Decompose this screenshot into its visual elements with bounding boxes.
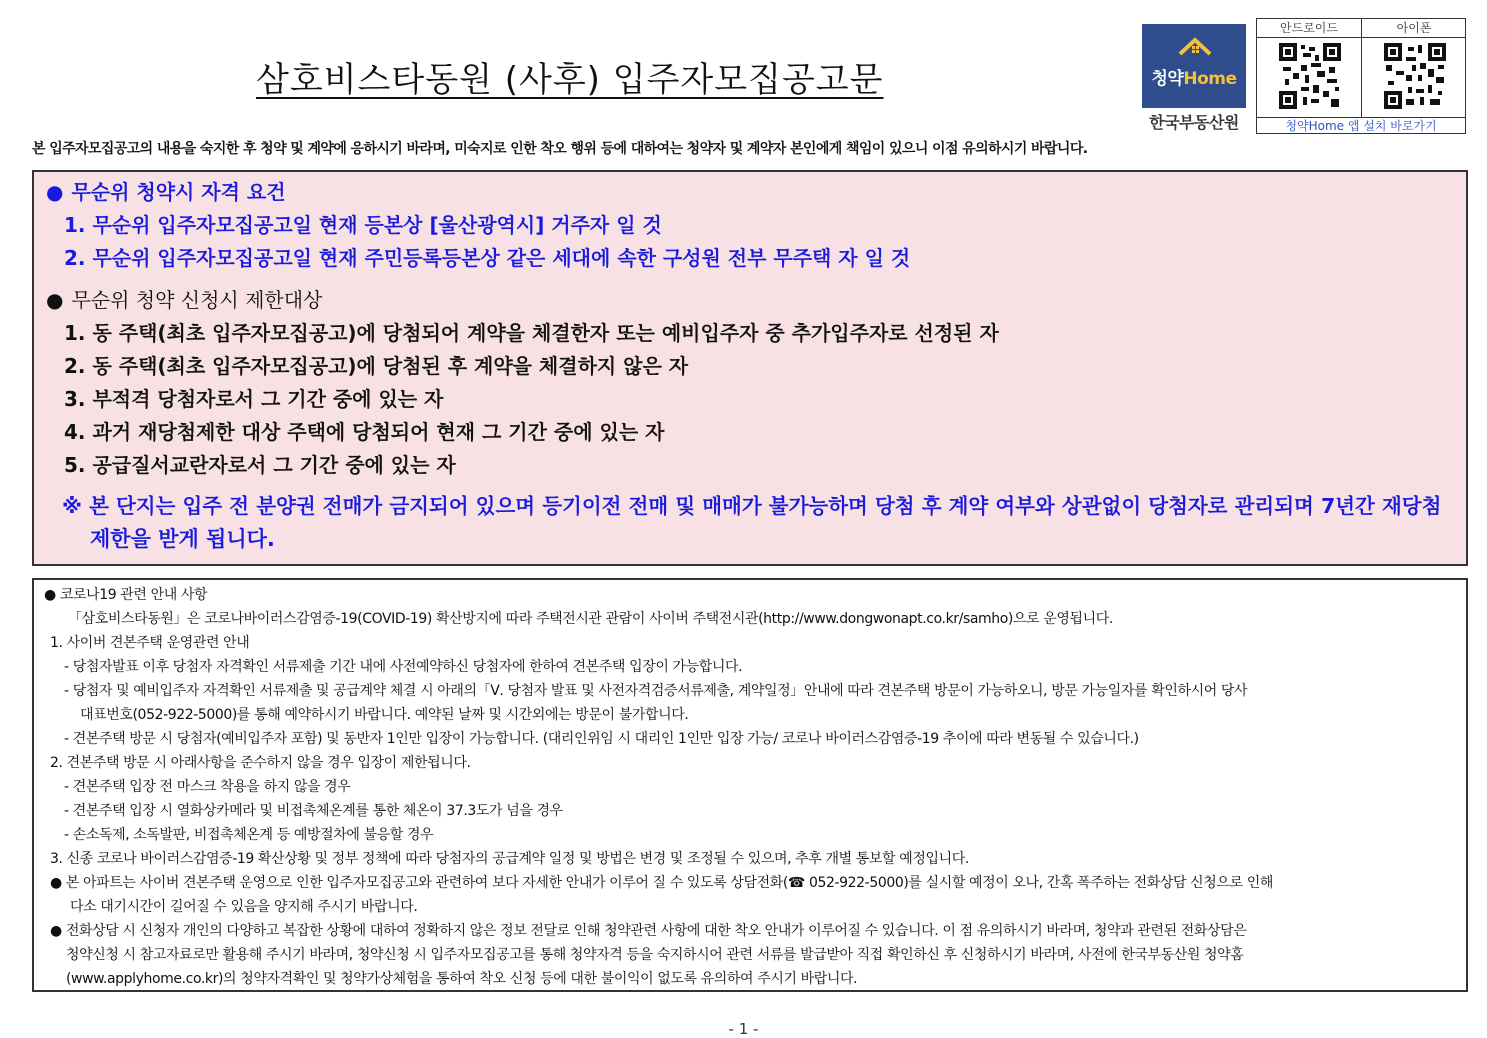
- covid-line: 2. 견본주택 방문 시 아래사항을 준수하지 않을 경우 입장이 제한됩니다.: [50, 755, 471, 771]
- qualification-heading: [46, 176, 286, 205]
- logo-prefix: 청약: [1151, 69, 1184, 89]
- covid-line: - 견본주택 입장 전 마스크 착용을 하지 않을 경우: [64, 779, 351, 795]
- covid-notice-box: [32, 578, 1468, 992]
- house-roof-icon: [1178, 34, 1212, 60]
- restriction-heading-text: 무순위 청약 신청시 제한대상: [71, 288, 323, 312]
- warning-line: 제한을 받게 됩니다.: [90, 527, 275, 551]
- covid-line: 다소 대기시간이 길어질 수 있음을 양지해 주시기 바랍니다.: [70, 899, 418, 915]
- logo-home: Home: [1183, 69, 1237, 89]
- qr-iphone-column: [1362, 19, 1466, 117]
- applyhome-logo: [1142, 24, 1246, 130]
- qr-iphone-label: 아이폰: [1362, 19, 1466, 38]
- qr-android-column: [1257, 19, 1362, 117]
- covid-line: ● 코로나19 관련 안내 사항: [44, 587, 208, 603]
- lottery-qualification-box: [32, 170, 1468, 566]
- covid-line: 청약신청 시 참고자료로만 활용해 주시기 바라며, 청약신청 시 입주자모집공고를 통해 청약자격 등을 숙지하시어 관련 서류를 발급받아 직접 확인하신 후 신청하시기 바라며, 사전에 한국부동산원 청약홈: [66, 947, 1244, 963]
- qr-code-table: [1256, 18, 1466, 134]
- restriction-item: 3. 부적격 당첨자로서 그 기간 중에 있는 자: [64, 387, 444, 411]
- restriction-item: 5. 공급질서교란자로서 그 기간 중에 있는 자: [64, 453, 456, 477]
- qr-android-label: 안드로이드: [1257, 19, 1361, 38]
- covid-line: - 당첨자발표 이후 당첨자 자격확인 서류제출 기간 내에 사전예약하신 당첨자에 한하여 견본주택 입장이 가능합니다.: [64, 659, 743, 675]
- qr-code-iphone-icon[interactable]: [1384, 43, 1446, 109]
- covid-line: 대표번호(052-922-5000)를 통해 예약하시기 바랍니다. 예약된 날짜 및 시간외에는 방문이 불가합니다.: [80, 707, 689, 723]
- bullet-icon: ●: [46, 180, 64, 204]
- app-install-link[interactable]: 청약Home 앱 설치 바로가기: [1257, 117, 1465, 134]
- resale-warning: [62, 490, 1458, 556]
- logo-org: 한국부동산원: [1149, 113, 1239, 132]
- logo-wordmark: [1142, 64, 1246, 89]
- covid-line: 3. 신종 코로나 바이러스감염증-19 확산상황 및 정부 정책에 따라 당첨자의 공급계약 일정 및 방법은 변경 및 조정될 수 있으며, 추후 개별 통보할 예정입니다.: [50, 851, 969, 867]
- restriction-item: 2. 동 주택(최초 입주자모집공고)에 당첨된 후 계약을 체결하지 않은 자: [64, 354, 689, 378]
- notice-text: 본 입주자모집공고의 내용을 숙지한 후 청약 및 계약에 응하시기 바라며, 미숙지로 인한 착오 행위 등에 대하여는 청약자 및 계약자 본인에게 책임이 있으니 이점 유의하시기 바랍니다.: [32, 141, 1088, 157]
- covid-line: ● 전화상담 시 신청자 개인의 다양하고 복잡한 상황에 대하여 정확하지 않은 정보 전달로 인해 청약관련 사항에 대한 착오 안내가 이루어질 수 있습니다. 이 점 유의하시기 바라며, 청약과 관련된 전화상담은: [50, 923, 1247, 939]
- covid-line: ● 본 아파트는 사이버 견본주택 운영으로 인한 입주자모집공고와 관련하여 보다 자세한 안내가 이루어 질 수 있도록 상담전화(☎ 052-922-5000)를 실시할 예정이 오나, 간혹 폭주하는 전화상담 신청으로 인해: [50, 875, 1273, 891]
- covid-line: 「삼호비스타동원」은 코로나바이러스감염증-19(COVID-19) 확산방지에 따라 주택전시관 관람이 사이버 주택전시관(http://www.dongwonapt.co.kr/samho)으로 운영됩니다.: [68, 611, 1113, 627]
- restriction-heading: [46, 284, 322, 313]
- covid-line: (www.applyhome.co.kr)의 청약자격확인 및 청약가상체험을 통하여 착오 신청 등에 대한 불이익이 없도록 유의하여 주시기 바랍니다.: [66, 971, 858, 987]
- logo-badge: [1142, 24, 1246, 108]
- warning-line: ※ 본 단지는 입주 전 분양권 전매가 금지되어 있으며 등기이전 전매 및 매매가 불가능하며 당첨 후 계약 여부와 상관없이 당첨자로 관리되며 7년간 재당첨: [62, 494, 1442, 518]
- page-title: 삼호비스타동원 (사후) 입주자모집공고문: [256, 60, 884, 100]
- page-number: - 1 -: [728, 1020, 759, 1038]
- covid-line: 1. 사이버 견본주택 운영관련 안내: [50, 635, 250, 651]
- qualification-item: 1. 무순위 입주자모집공고일 현재 등본상 [울산광역시] 거주자 일 것: [64, 213, 662, 237]
- qr-code-android-icon[interactable]: [1279, 43, 1341, 109]
- covid-line: - 견본주택 입장 시 열화상카메라 및 비접촉체온계를 통한 체온이 37.3도가 넘을 경우: [64, 803, 563, 819]
- restriction-item: 1. 동 주택(최초 입주자모집공고)에 당첨되어 계약을 체결한자 또는 예비입주자 중 추가입주자로 선정된 자: [64, 321, 999, 345]
- covid-line: - 당첨자 및 예비입주자 자격확인 서류제출 및 공급계약 체결 시 아래의「Ⅴ. 당첨자 발표 및 사전자격검증서류제출, 계약일정」안내에 따라 견본주택 방문이 가능하오니, 방문 가능일자를 확인하시어 당사: [64, 683, 1248, 699]
- qualification-item: 2. 무순위 입주자모집공고일 현재 주민등록등본상 같은 세대에 속한 구성원 전부 무주택 자 일 것: [64, 246, 911, 270]
- covid-line: - 견본주택 방문 시 당첨자(예비입주자 포함) 및 동반자 1인만 입장이 가능합니다. (대리인위임 시 대리인 1인만 입장 가능/ 코로나 바이러스감염증-19 추이에 따라 변동될 수 있습니다.): [64, 731, 1139, 747]
- restriction-item: 4. 과거 재당첨제한 대상 주택에 당첨되어 현재 그 기간 중에 있는 자: [64, 420, 665, 444]
- covid-line: - 손소독제, 소독발판, 비접촉체온계 등 예방절차에 불응할 경우: [64, 827, 434, 843]
- qualification-heading-text: 무순위 청약시 자격 요건: [71, 180, 286, 204]
- bullet-icon: ●: [46, 288, 64, 312]
